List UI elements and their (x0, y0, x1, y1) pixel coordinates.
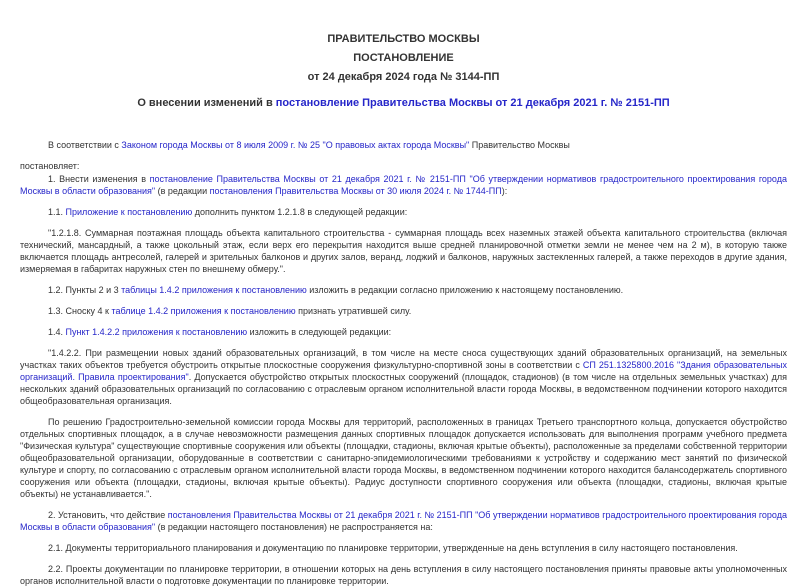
text-run: 2.2. Проекты документации по планировке территории, в отношении которых на день вступления в силу настоящего постановления приняты правовые акты уполномоченных органов исполнительной власти о подготовке документации по планировке территории. (20, 564, 787, 586)
paragraph (20, 173, 787, 197)
document-link[interactable]: Законом города Москвы от 8 июля 2009 г. № 25 "О правовых актах города Москвы" (121, 140, 470, 150)
text-run: 2. Установить, что действие (48, 510, 168, 520)
document-link[interactable]: таблице 1.4.2 приложения к постановлению (111, 306, 296, 316)
text-run: "1.2.1.8. Суммарная поэтажная площадь объекта капитального строительства - суммарная площадь всех наземных этажей объекта капитального строительства (включая технический, мансардный, а также цокольный этаж, если верх его перекрытия находится выше средней планировочной отметки земли не менее чем на 2 м), в которую также включается площадь антресолей, галерей и зрительных балконов и других залов, веранд, лоджий и балконов, наружных застекленных галерей, а также переходов в другие здания, измеряемая в габаритах наружных стен по внешнему обмеру.". (20, 228, 787, 274)
text-run: По решению Градостроительно-земельной комиссии города Москвы для территорий, расположенных в границах Третьего транспортного кольца, допускается обустройство отдельных спортивных площадок, а в случае невозможности размещения данных спортивных площадок допускается использовать для выполнения программ учебного предмета "Физическая культура" существующие спортивные сооружения или объекты (площадки, стадионы, включая крытые объекты), расположенные за пределами собственной территории общеобразовательной организации, оборудованные в соответствии с санитарно-эпидемиологическими требованиями к устройству и содержанию мест занятий по физической культуре и спорту, по согласованию с отраслевым органом исполнительной власти города Москвы, в ведомственном подчинении которого находится балансодержатель спортивного сооружения или объекта (площадки, стадионы, включая крытые объекты). Радиус доступности спортивного сооружения или объекта (площадки, стадионы, включая крытые объекты) не устанавливается.". (20, 417, 787, 499)
doc-title (20, 97, 787, 109)
document-link[interactable]: постановление Правительства Москвы от 21 декабря 2021 г. № 2151-ПП "Об утверждении нормативов градостроительного проектирования города Москвы в области образования" (20, 174, 787, 196)
text-run: (в редакции (155, 186, 210, 196)
text-run: В соответствии с (48, 140, 122, 150)
paragraph (20, 284, 787, 296)
paragraph (20, 416, 787, 500)
text-run: признать утратившей силу. (295, 306, 412, 316)
doc-date-number: от 24 декабря 2024 года № 3144-ПП (307, 71, 500, 83)
text-run: Правительство Москвы (469, 140, 570, 150)
paragraph (20, 542, 787, 554)
document-link[interactable]: Пункт 1.4.2.2 приложения к постановлению (65, 327, 248, 337)
doc-type: ПОСТАНОВЛЕНИЕ (353, 52, 454, 64)
doc-title-prefix: О внесении изменений в (137, 97, 276, 109)
document-link[interactable]: СП 251.1325800.2016 "Здания образовательных организаций. Правила проектирования" (20, 360, 787, 382)
org-name: ПРАВИТЕЛЬСТВО МОСКВЫ (327, 33, 480, 45)
text-run: "1.4.2.2. При размещении новых зданий образовательных организаций, в том числе на месте сноса существующих зданий образовательных организаций, на земельных участках таких объектов требуется обустроить открытые плоскостные сооружения физкультурно-спортивной зоны в соответствии с (20, 348, 787, 370)
text-run: 1.4. (48, 327, 66, 337)
paragraph (20, 347, 787, 407)
paragraph (20, 139, 787, 151)
document-link[interactable]: Приложение к постановлению (65, 207, 193, 217)
document-link[interactable]: таблицы 1.4.2 приложения к постановлению (121, 285, 307, 295)
document-link[interactable]: постановления Правительства Москвы от 21 декабря 2021 г. № 2151-ПП "Об утверждении нормативов градостроительного проектирования города Москвы в области образования" (20, 510, 787, 532)
paragraph (20, 563, 787, 587)
document-link[interactable]: постановления Правительства Москвы от 30 июля 2024 г. № 1744-ПП (209, 186, 502, 196)
paragraph (20, 305, 787, 317)
text-run: . Допускается обустройство открытых плоскостных сооружений (площадок, стадионов) (в том числе на отдельных земельных участках) для нескольких зданий образовательных организаций по согласованию с отраслевым органом исполнительной власти города Москвы, в ведомственном подчинении которого находится общеобразовательная организация. (20, 372, 788, 406)
document-body (20, 139, 787, 587)
paragraph (20, 509, 787, 533)
text-run: дополнить пунктом 1.2.1.8 в следующей редакции: (192, 207, 408, 217)
paragraph (20, 326, 787, 338)
paragraph (20, 206, 787, 218)
text-run: изложить в следующей редакции: (247, 327, 392, 337)
text-run: 2.1. Документы территориального планирования и документацию по планировке территории, утвержденные на день вступления в силу настоящего постановления. (48, 543, 738, 553)
text-run: изложить в редакции согласно приложению к настоящему постановлению. (306, 285, 624, 295)
text-run: ): (501, 186, 508, 196)
text-run: 1.1. (48, 207, 66, 217)
document-header (20, 33, 787, 109)
doc-title-link[interactable]: постановление Правительства Москвы от 21 декабря 2021 г. № 2151-ПП (275, 97, 670, 109)
paragraph (20, 160, 787, 172)
text-run: (в редакции настоящего постановления) не распространяется на: (155, 522, 433, 532)
text-run: 1.3. Сноску 4 к (48, 306, 112, 316)
text-run: постановляет: (20, 161, 80, 171)
text-run: 1.2. Пункты 2 и 3 (48, 285, 122, 295)
paragraph (20, 227, 787, 275)
text-run: 1. Внести изменения в (48, 174, 150, 184)
